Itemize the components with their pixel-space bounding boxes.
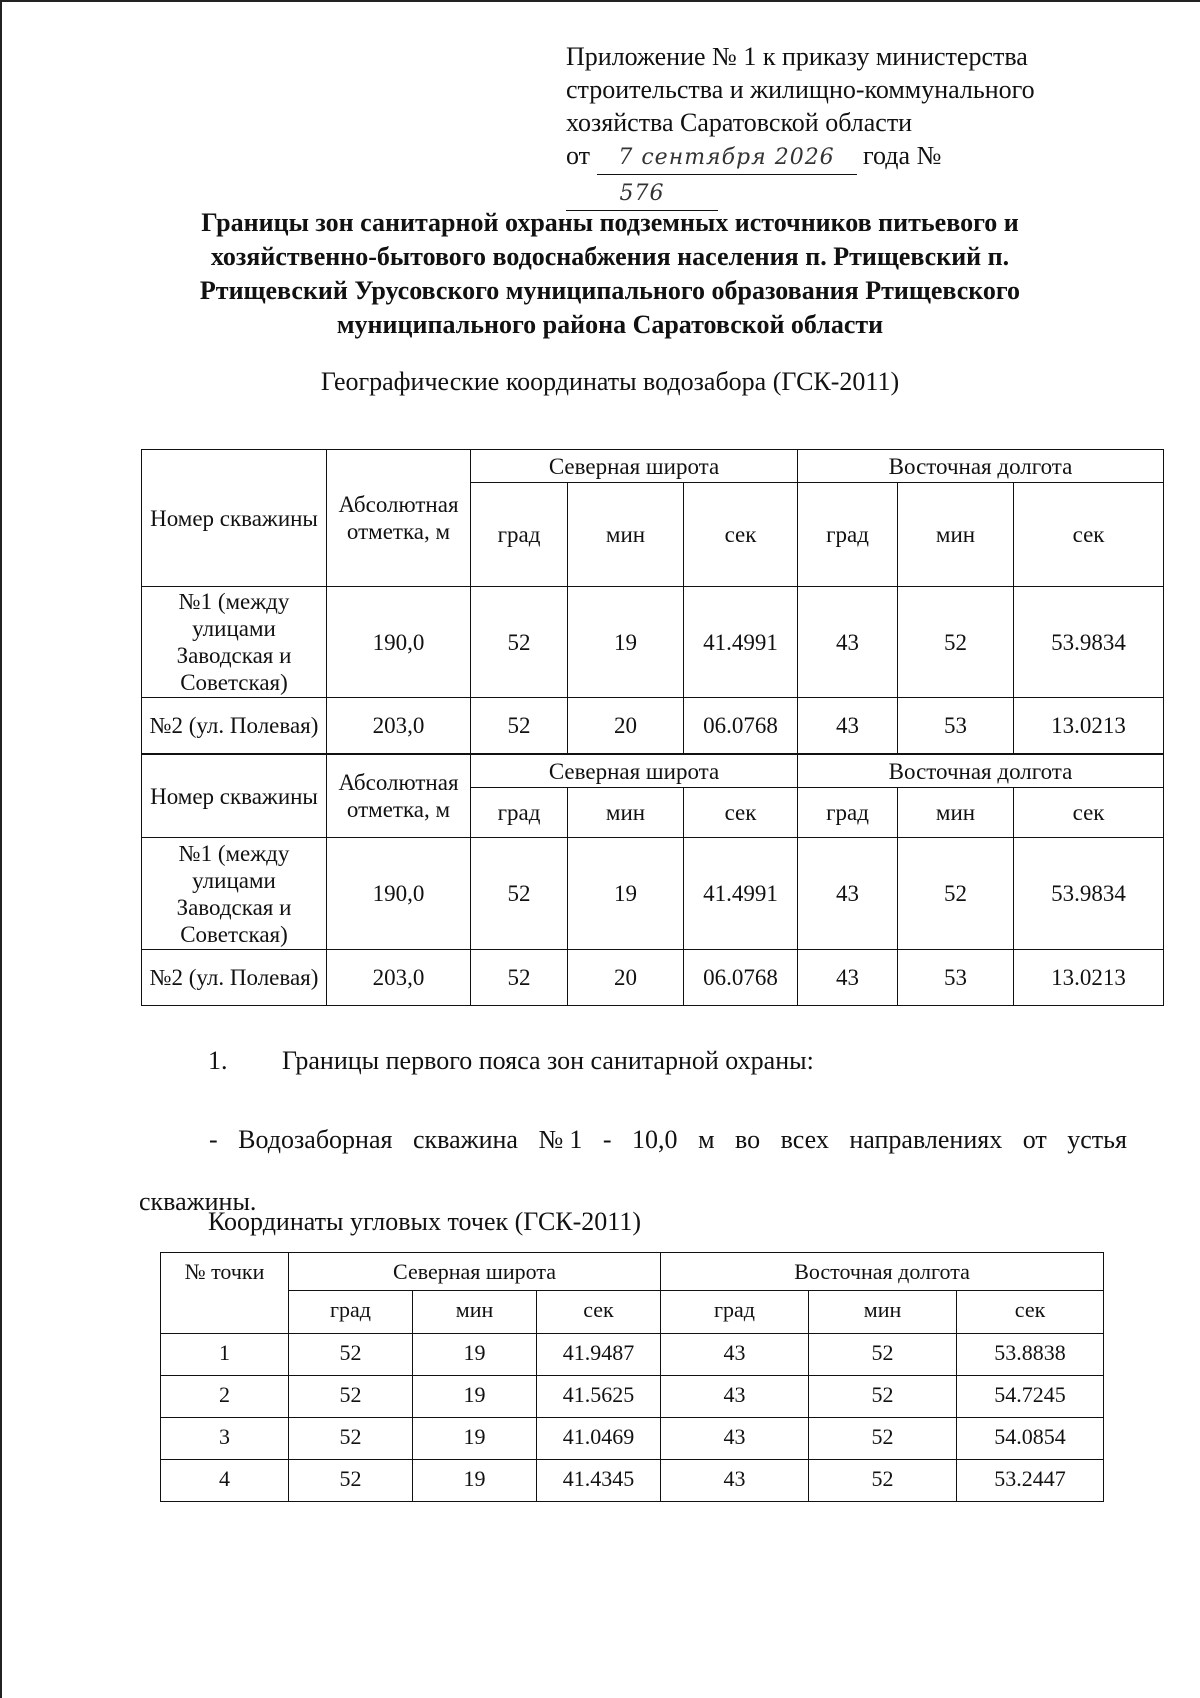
handwritten-date: 7 сентября 2026: [597, 141, 857, 175]
cell: 43: [798, 587, 898, 698]
number-label: года №: [863, 141, 942, 170]
cell: 52: [898, 838, 1014, 950]
cell: 54.0854: [957, 1418, 1104, 1460]
table-row: [142, 587, 1164, 698]
cell: 53.8838: [957, 1334, 1104, 1376]
header-point-number: № точки: [161, 1253, 289, 1334]
point-number: 1: [161, 1334, 289, 1376]
cell: 52: [471, 950, 568, 1006]
section-number: 1.: [208, 1046, 228, 1075]
sub-header-lon-sec: сек: [1014, 788, 1164, 838]
wells-coords-subtitle: Географические координаты водозабора (ГСК-2011): [320, 367, 900, 396]
sub-header-lon-min: мин: [809, 1291, 957, 1334]
appendix-line-2: строительства и жилищно-коммунального: [566, 75, 1035, 104]
table-row: [161, 1418, 1104, 1460]
well-elevation: 190,0: [327, 838, 471, 950]
cell: 19: [413, 1376, 537, 1418]
scan-border-top: [0, 0, 1200, 2]
cell: 41.9487: [537, 1334, 661, 1376]
cell: 52: [289, 1460, 413, 1502]
cell: 41.4345: [537, 1460, 661, 1502]
table-row: [161, 1460, 1104, 1502]
cell: 19: [568, 587, 684, 698]
section-1-heading: [208, 1045, 814, 1077]
cell: 13.0213: [1014, 698, 1164, 754]
cell: 41.0469: [537, 1418, 661, 1460]
wells-table: [141, 449, 1164, 754]
cell: 43: [798, 838, 898, 950]
cell: 52: [809, 1376, 957, 1418]
header-longitude: Восточная долгота: [798, 755, 1164, 788]
header-well-number: Номер скважины: [142, 755, 327, 838]
point-number: 3: [161, 1418, 289, 1460]
cell: 54.7245: [957, 1376, 1104, 1418]
cell: 06.0768: [684, 950, 798, 1006]
sub-header-lon-deg: град: [798, 483, 898, 587]
cell: 19: [413, 1334, 537, 1376]
sub-header-lat-sec: сек: [684, 483, 798, 587]
cell: 53.9834: [1014, 838, 1164, 950]
cell: 43: [661, 1376, 809, 1418]
table-row: [161, 1376, 1104, 1418]
appendix-date-line: [566, 139, 1086, 211]
cell: 53: [898, 698, 1014, 754]
well-name: №2 (ул. Полевая): [142, 698, 327, 754]
cell: 52: [471, 587, 568, 698]
cell: 43: [798, 950, 898, 1006]
sub-header-lat-min: мин: [568, 483, 684, 587]
appendix-line-3: хозяйства Саратовской области: [566, 108, 913, 137]
point-number: 2: [161, 1376, 289, 1418]
table-row: [161, 1334, 1104, 1376]
cell: 41.4991: [684, 587, 798, 698]
cell: 41.4991: [684, 838, 798, 950]
well-elevation: 203,0: [327, 950, 471, 1006]
cell: 19: [413, 1460, 537, 1502]
header-latitude: Северная широта: [471, 450, 798, 483]
header-latitude: Северная широта: [471, 755, 798, 788]
cell: 52: [809, 1418, 957, 1460]
cell: 52: [289, 1334, 413, 1376]
sub-header-lon-min: мин: [898, 483, 1014, 587]
cell: 43: [661, 1460, 809, 1502]
sub-header-lat-min: мин: [413, 1291, 537, 1334]
table-row: [142, 950, 1164, 1006]
date-prefix: от: [566, 141, 591, 170]
sub-header-lon-min: мин: [898, 788, 1014, 838]
cell: 52: [289, 1418, 413, 1460]
sub-header-lon-sec: сек: [1014, 483, 1164, 587]
section-1-bullet: - Водозаборная скважина №1 - 10,0 м во всех направлениях от устья скважины.: [139, 1125, 1127, 1216]
cell: 43: [798, 698, 898, 754]
well-name: №2 (ул. Полевая): [142, 950, 327, 1006]
cell: 52: [471, 698, 568, 754]
cell: 13.0213: [1014, 950, 1164, 1006]
cell: 43: [661, 1418, 809, 1460]
cell: 52: [898, 587, 1014, 698]
header-longitude: Восточная долгота: [661, 1253, 1104, 1291]
sub-header-lon-deg: град: [798, 788, 898, 838]
cell: 19: [568, 838, 684, 950]
cell: 52: [471, 838, 568, 950]
sub-header-lat-min: мин: [568, 788, 684, 838]
table-row: [142, 698, 1164, 754]
cell: 20: [568, 950, 684, 1006]
sub-header-lat-sec: сек: [684, 788, 798, 838]
sub-header-lat-deg: град: [289, 1291, 413, 1334]
wells-table-repeat: [141, 754, 1164, 1006]
well-elevation: 190,0: [327, 587, 471, 698]
well-name: №1 (между улицами Заводская и Советская): [142, 838, 327, 950]
table-row: [142, 838, 1164, 950]
cell: 53: [898, 950, 1014, 1006]
cell: 41.5625: [537, 1376, 661, 1418]
cell: 52: [809, 1460, 957, 1502]
cell: 53.2447: [957, 1460, 1104, 1502]
cell: 20: [568, 698, 684, 754]
header-well-number: Номер скважины: [142, 450, 327, 587]
cell: 06.0768: [684, 698, 798, 754]
cell: 43: [661, 1334, 809, 1376]
sub-header-lat-sec: сек: [537, 1291, 661, 1334]
cell: 52: [809, 1334, 957, 1376]
sub-header-lat-deg: град: [471, 483, 568, 587]
point-number: 4: [161, 1460, 289, 1502]
cell: 52: [289, 1376, 413, 1418]
sub-header-lon-sec: сек: [957, 1291, 1104, 1334]
sub-header-lon-deg: град: [661, 1291, 809, 1334]
section-heading-text: Границы первого пояса зон санитарной охраны:: [282, 1046, 814, 1075]
corner-points-title: Координаты угловых точек (ГСК-2011): [208, 1207, 641, 1236]
appendix-line-1: Приложение № 1 к приказу министерства: [566, 42, 1028, 71]
well-elevation: 203,0: [327, 698, 471, 754]
appendix-header: [566, 40, 1086, 211]
corner-points-table: [160, 1252, 1104, 1502]
scan-border-left: [0, 0, 2, 1698]
header-elevation: Абсолютная отметка, м: [327, 755, 471, 838]
sub-header-lat-deg: град: [471, 788, 568, 838]
header-longitude: Восточная долгота: [798, 450, 1164, 483]
header-latitude: Северная широта: [289, 1253, 661, 1291]
cell: 19: [413, 1418, 537, 1460]
handwritten-number: 576: [566, 177, 718, 211]
header-elevation: Абсолютная отметка, м: [327, 450, 471, 587]
well-name: №1 (между улицами Заводская и Советская): [142, 587, 327, 698]
document-title: Границы зон санитарной охраны подземных источников питьевого и хозяйственно-бытового водоснабжения населения п. Ртищевский п. Ртищевский Урусовского муниципального образования Ртищевского муниципального района Саратовской области: [199, 208, 1021, 339]
cell: 53.9834: [1014, 587, 1164, 698]
